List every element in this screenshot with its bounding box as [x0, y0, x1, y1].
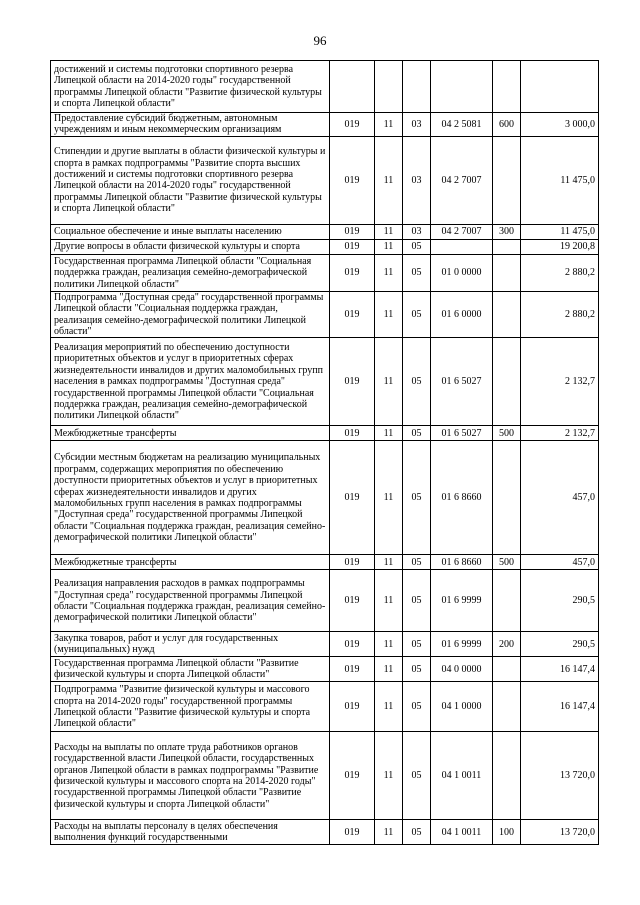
sum-cell: 2 880,2: [521, 291, 599, 338]
subsection-code-cell: 03: [403, 113, 431, 137]
expense-type-cell: [493, 61, 521, 113]
subsection-code-cell: 05: [403, 570, 431, 632]
table-row: [51, 239, 599, 254]
section-code-cell: 11: [375, 254, 403, 291]
item-code-cell: 04 1 0011: [431, 820, 493, 845]
admin-code-cell: 019: [330, 224, 375, 239]
section-code-cell: 11: [375, 570, 403, 632]
subsection-code-cell: 05: [403, 555, 431, 570]
sum-cell: 11 475,0: [521, 224, 599, 239]
subsection-code-cell: 05: [403, 657, 431, 682]
section-code-cell: 11: [375, 820, 403, 845]
item-code-cell: 01 6 8660: [431, 555, 493, 570]
sum-cell: 290,5: [521, 570, 599, 632]
row-name-cell: Расходы на выплаты персоналу в целях обеспечения выполнения функций государственными: [51, 820, 330, 845]
sum-cell: 2 880,2: [521, 254, 599, 291]
item-code-cell: 04 2 7007: [431, 136, 493, 224]
table-row: [51, 555, 599, 570]
budget-table-body: [51, 61, 599, 845]
section-code-cell: 11: [375, 732, 403, 820]
sum-cell: 11 475,0: [521, 136, 599, 224]
row-name-cell: Государственная программа Липецкой области "Развитие физической культуры и спорта Липецкой области": [51, 657, 330, 682]
subsection-code-cell: 05: [403, 632, 431, 657]
row-name-cell: Стипендии и другие выплаты в области физической культуры и спорта в рамках подпрограммы "Развитие спорта высших достижений и системы подготовки спортивного резерва Липецкой области на 2014-2020 годы" государственной программы Липецкой области "Развитие физической культуры и спорта Липецкой области": [51, 136, 330, 224]
expense-type-cell: [493, 136, 521, 224]
section-code-cell: 11: [375, 338, 403, 426]
item-code-cell: 04 1 0000: [431, 682, 493, 732]
section-code-cell: 11: [375, 682, 403, 732]
admin-code-cell: 019: [330, 338, 375, 426]
table-row: [51, 682, 599, 732]
row-name-cell: Закупка товаров, работ и услуг для государственных (муниципальных) нужд: [51, 632, 330, 657]
row-name-cell: Межбюджетные трансферты: [51, 426, 330, 441]
sum-cell: 2 132,7: [521, 426, 599, 441]
section-code-cell: 11: [375, 136, 403, 224]
table-row: [51, 224, 599, 239]
expense-type-cell: 500: [493, 555, 521, 570]
section-code-cell: 11: [375, 239, 403, 254]
table-row: [51, 657, 599, 682]
expense-type-cell: [493, 732, 521, 820]
expense-type-cell: [493, 291, 521, 338]
subsection-code-cell: 05: [403, 291, 431, 338]
item-code-cell: 01 6 0000: [431, 291, 493, 338]
table-row: [51, 441, 599, 555]
row-name-cell: Социальное обеспечение и иные выплаты населению: [51, 224, 330, 239]
expense-type-cell: 100: [493, 820, 521, 845]
row-name-cell: Государственная программа Липецкой области "Социальная поддержка граждан, реализация семейно-демографической политики Липецкой области": [51, 254, 330, 291]
section-code-cell: 11: [375, 224, 403, 239]
table-row: [51, 570, 599, 632]
expense-type-cell: [493, 441, 521, 555]
admin-code-cell: 019: [330, 291, 375, 338]
admin-code-cell: 019: [330, 682, 375, 732]
expense-type-cell: [493, 570, 521, 632]
subsection-code-cell: 03: [403, 224, 431, 239]
budget-table: [50, 60, 599, 845]
section-code-cell: 11: [375, 657, 403, 682]
item-code-cell: 04 2 5081: [431, 113, 493, 137]
item-code-cell: 01 6 5027: [431, 338, 493, 426]
sum-cell: 13 720,0: [521, 732, 599, 820]
sum-cell: [521, 61, 599, 113]
subsection-code-cell: 05: [403, 820, 431, 845]
sum-cell: 457,0: [521, 555, 599, 570]
item-code-cell: [431, 61, 493, 113]
row-name-cell: Реализация мероприятий по обеспечению доступности приоритетных объектов и услуг в приоритетных сферах жизнедеятельности инвалидов и других маломобильных групп населения в рамках подпрограммы "Доступная среда" государственной программы Липецкой области "Социальная поддержка граждан, реализация семейно-демографической политики Липецкой области": [51, 338, 330, 426]
section-code-cell: 11: [375, 555, 403, 570]
section-code-cell: 11: [375, 113, 403, 137]
admin-code-cell: 019: [330, 254, 375, 291]
expense-type-cell: 300: [493, 224, 521, 239]
expense-type-cell: 500: [493, 426, 521, 441]
expense-type-cell: [493, 338, 521, 426]
sum-cell: 16 147,4: [521, 657, 599, 682]
subsection-code-cell: [403, 61, 431, 113]
item-code-cell: 01 6 5027: [431, 426, 493, 441]
table-row: [51, 426, 599, 441]
subsection-code-cell: 05: [403, 254, 431, 291]
expense-type-cell: 600: [493, 113, 521, 137]
item-code-cell: 01 6 9999: [431, 570, 493, 632]
page-number: 96: [313, 33, 327, 48]
subsection-code-cell: 05: [403, 441, 431, 555]
row-name-cell: Подпрограмма "Развитие физической культуры и массового спорта на 2014-2020 годы" государственной программы Липецкой области "Развитие физической культуры и спорта Липецкой области": [51, 682, 330, 732]
item-code-cell: 01 6 9999: [431, 632, 493, 657]
admin-code-cell: 019: [330, 555, 375, 570]
row-name-cell: Другие вопросы в области физической культуры и спорта: [51, 239, 330, 254]
item-code-cell: [431, 239, 493, 254]
section-code-cell: 11: [375, 291, 403, 338]
admin-code-cell: 019: [330, 113, 375, 137]
item-code-cell: 04 2 7007: [431, 224, 493, 239]
table-row: [51, 113, 599, 137]
table-row: [51, 338, 599, 426]
sum-cell: 19 200,8: [521, 239, 599, 254]
item-code-cell: 01 6 8660: [431, 441, 493, 555]
table-row: [51, 136, 599, 224]
sum-cell: 290,5: [521, 632, 599, 657]
table-row: [51, 820, 599, 845]
admin-code-cell: 019: [330, 239, 375, 254]
item-code-cell: 04 0 0000: [431, 657, 493, 682]
sum-cell: 13 720,0: [521, 820, 599, 845]
row-name-cell: Предоставление субсидий бюджетным, автономным учреждениям и иным некоммерческим организациям: [51, 113, 330, 137]
section-code-cell: 11: [375, 426, 403, 441]
expense-type-cell: [493, 682, 521, 732]
admin-code-cell: [330, 61, 375, 113]
admin-code-cell: 019: [330, 136, 375, 224]
row-name-cell: Межбюджетные трансферты: [51, 555, 330, 570]
section-code-cell: 11: [375, 632, 403, 657]
admin-code-cell: 019: [330, 657, 375, 682]
subsection-code-cell: 05: [403, 732, 431, 820]
row-name-cell: Реализация направления расходов в рамках подпрограммы "Доступная среда" государственной программы Липецкой области "Социальная поддержка граждан, реализация семейно-демографической политики Липецкой области": [51, 570, 330, 632]
expense-type-cell: [493, 657, 521, 682]
table-row: [51, 291, 599, 338]
admin-code-cell: 019: [330, 632, 375, 657]
row-name-cell: Подпрограмма "Доступная среда" государственной программы Липецкой области "Социальная поддержка граждан, реализация семейно-демографической политики Липецкой области": [51, 291, 330, 338]
sum-cell: 2 132,7: [521, 338, 599, 426]
admin-code-cell: 019: [330, 732, 375, 820]
table-row: [51, 632, 599, 657]
table-row: [51, 254, 599, 291]
item-code-cell: 01 0 0000: [431, 254, 493, 291]
subsection-code-cell: 05: [403, 239, 431, 254]
subsection-code-cell: 03: [403, 136, 431, 224]
admin-code-cell: 019: [330, 441, 375, 555]
sum-cell: 457,0: [521, 441, 599, 555]
row-name-cell: Расходы на выплаты по оплате труда работников органов государственной власти Липецкой области, государственных органов Липецкой области в рамках подпрограммы "Развитие физической культуры и массового спорта на 2014-2020 годы" государственной программы Липецкой области "Развитие физической культуры и спорта Липецкой области": [51, 732, 330, 820]
expense-type-cell: 200: [493, 632, 521, 657]
subsection-code-cell: 05: [403, 426, 431, 441]
subsection-code-cell: 05: [403, 338, 431, 426]
table-row: [51, 61, 599, 113]
admin-code-cell: 019: [330, 820, 375, 845]
subsection-code-cell: 05: [403, 682, 431, 732]
admin-code-cell: 019: [330, 570, 375, 632]
expense-type-cell: [493, 254, 521, 291]
section-code-cell: [375, 61, 403, 113]
sum-cell: 16 147,4: [521, 682, 599, 732]
sum-cell: 3 000,0: [521, 113, 599, 137]
section-code-cell: 11: [375, 441, 403, 555]
table-row: [51, 732, 599, 820]
expense-type-cell: [493, 239, 521, 254]
item-code-cell: 04 1 0011: [431, 732, 493, 820]
row-name-cell: достижений и системы подготовки спортивного резерва Липецкой области на 2014-2020 годы" государственной программы Липецкой области "Развитие физической культуры и спорта Липецкой области": [51, 61, 330, 113]
row-name-cell: Субсидии местным бюджетам на реализацию муниципальных программ, содержащих мероприятия по обеспечению доступности приоритетных объектов и услуг в приоритетных сферах жизнедеятельности инвалидов и других маломобильных групп населения в рамках подпрограммы "Доступная среда" государственной программы Липецкой области "Социальная поддержка граждан, реализация семейно-демографической политики Липецкой области": [51, 441, 330, 555]
admin-code-cell: 019: [330, 426, 375, 441]
